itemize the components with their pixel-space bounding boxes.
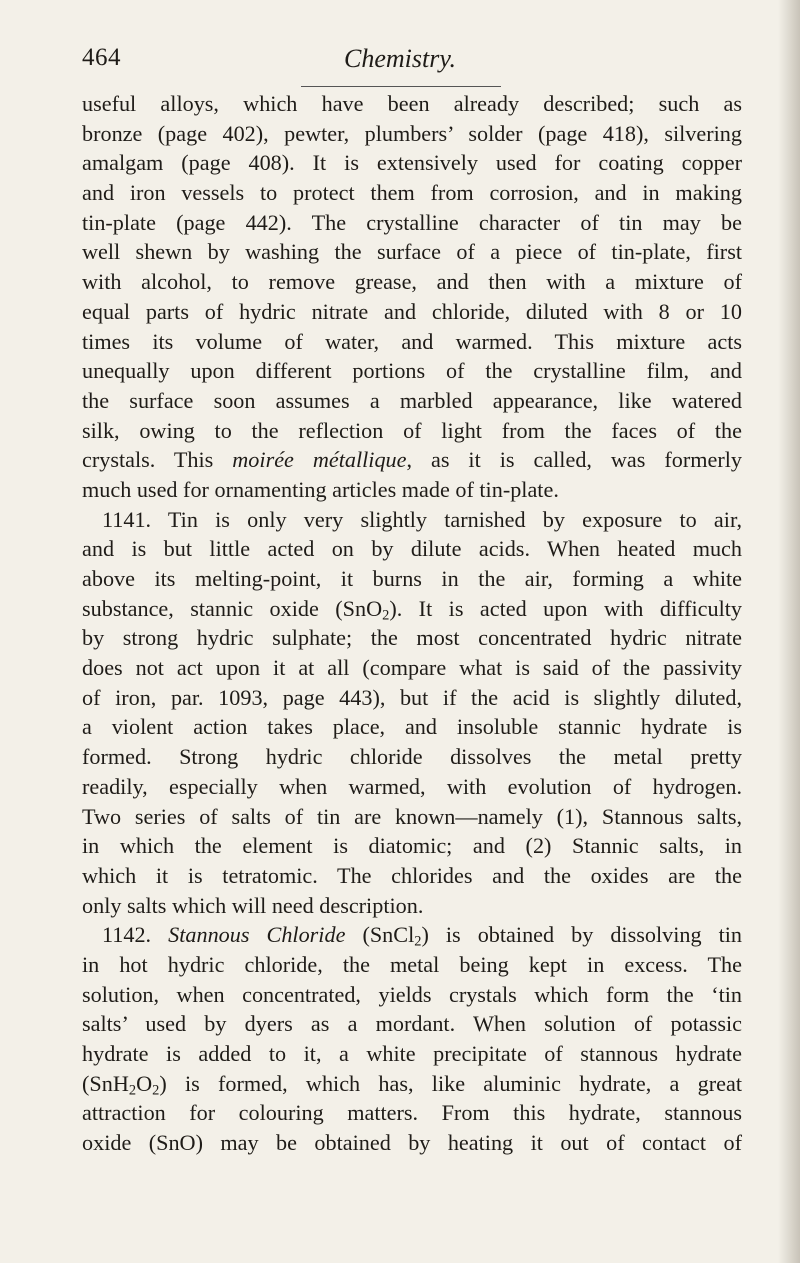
- text-line: in hot hydric chloride, the metal being kept in excess. The: [82, 951, 742, 977]
- text-line: useful alloys, which have been already described; such as: [82, 91, 742, 116]
- text-line: times its volume of water, and warmed. This mixture acts: [82, 328, 742, 354]
- italic-term: moirée métallique: [232, 447, 407, 473]
- text-line: solution, when concentrated, yields crystals which form the ‘tin: [82, 981, 742, 1007]
- text-line: crystals. This moirée métallique, as it is called, was formerly: [82, 447, 742, 473]
- text-line: bronze (page 402), pewter, plumbers’ solder (page 418), silvering: [82, 120, 742, 146]
- text-line: unequally upon different portions of the crystalline film, and: [82, 358, 742, 384]
- body-text: [82, 89, 742, 1158]
- text-line: silk, owing to the reflection of light from the faces of the: [82, 417, 742, 443]
- page-edge-shadow: [778, 0, 800, 1263]
- text-line: and is but little acted on by dilute acids. When heated much: [82, 536, 742, 562]
- text-line: a violent action takes place, and insoluble stannic hydrate is: [82, 714, 742, 740]
- text-line: the surface soon assumes a marbled appearance, like watered: [82, 387, 742, 413]
- text-line: hydrate is added to it, a white precipitate of stannous hydrate: [82, 1041, 742, 1066]
- text-line: much used for ornamenting articles made of tin-plate.: [82, 476, 559, 502]
- text-line: oxide (SnO) may be obtained by heating it out of contact of: [82, 1130, 742, 1156]
- text-line: by strong hydric sulphate; the most concentrated hydric nitrate: [82, 625, 742, 651]
- text-line: formed. Strong hydric chloride dissolves the metal pretty: [82, 744, 742, 770]
- text-line: $(SnH_2O_2)$ is formed, which has, like aluminic hydrate, a great: [82, 1070, 742, 1099]
- header-rule: [301, 86, 501, 87]
- italic-heading: Stannous Chloride: [168, 922, 346, 948]
- text-line: in which the element is diatomic; and (2) Stannic salts, in: [82, 833, 742, 859]
- page-number: 464: [82, 44, 121, 71]
- running-title: Chemistry.: [344, 44, 456, 73]
- text-line: with alcohol, to remove grease, and then with a mixture of: [82, 269, 742, 295]
- paragraph-1142-start: 1142. Stannous Chloride (SnCl$_2$) is obtained by dissolving tin: [102, 922, 743, 950]
- text-line: which it is tetratomic. The chlorides and the oxides are the: [82, 862, 742, 888]
- text-line: salts’ used by dyers as a mordant. When solution of potassic: [82, 1011, 742, 1037]
- text-line: Two series of salts of tin are known—namely (1), Stannous salts,: [82, 803, 742, 829]
- text-line: and iron vessels to protect them from corrosion, and in making: [82, 180, 742, 206]
- text-line: amalgam (page 408). It is extensively used for coating copper: [82, 150, 742, 176]
- text-line: above its melting-point, it burns in the air, forming a white: [82, 566, 742, 591]
- text-line: tin-plate (page 442). The crystalline character of tin may be: [82, 209, 742, 235]
- text-line: substance, stannic oxide (SnO$_2$). It is acted upon with difficulty: [82, 595, 742, 624]
- text-line: readily, especially when warmed, with evolution of hydrogen.: [82, 773, 742, 799]
- text-line: equal parts of hydric nitrate and chloride, diluted with 8 or 10: [82, 298, 742, 324]
- text-line: does not act upon it at all (compare what is said of the passivity: [82, 655, 742, 681]
- text-line: attraction for colouring matters. From this hydrate, stannous: [82, 1100, 742, 1126]
- text-line: only salts which will need description.: [82, 892, 424, 918]
- paragraph-1141-start: 1141. Tin is only very slightly tarnished by exposure to air,: [102, 506, 742, 532]
- text-line: well shewn by washing the surface of a piece of tin-plate, first: [82, 239, 742, 265]
- text-line: of iron, par. 1093, page 443), but if the acid is slightly diluted,: [82, 684, 742, 710]
